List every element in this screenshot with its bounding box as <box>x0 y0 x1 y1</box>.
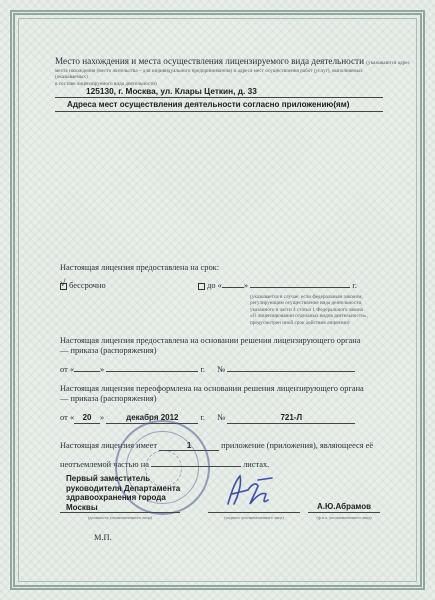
annex-count: 1 <box>159 440 219 451</box>
address-line <box>55 97 383 98</box>
reissue-date: от « 20 » декабря 2012 г. № 721-Л <box>60 413 355 424</box>
signature-scribble <box>222 470 282 512</box>
annex-line1: Настоящая лицензия имеет 1 приложение (приложения), являющееся её <box>60 440 374 450</box>
location-heading: Место нахождения и места осуществления лицензируемого вида деятельности (указываются адрес <box>55 56 410 66</box>
reissue-number: 721-Л <box>227 413 355 424</box>
reissue-day: 20 <box>74 413 100 424</box>
until-checkbox[interactable] <box>198 283 205 290</box>
addresses-line <box>55 111 383 112</box>
signature-caption: (подпись уполномоченного лица) <box>224 515 284 520</box>
name-caption: (ф.и.о. уполномоченного лица) <box>316 515 372 520</box>
reissue-text: Настоящая лицензия переоформлена на основании решения лицензирующего органа — приказа (распоряжения) <box>60 384 364 403</box>
location-note: места нахождения (место жительства – для индивидуального предпринимателя) и адреса мест осуществления работ (услуг), выполняемых (оказываемых) в составе лицензируемого вида деятельности) <box>55 68 363 87</box>
term-perpetual: √ бессрочно <box>60 277 106 290</box>
annex-line2: неотъемлемой частью на листах. <box>60 460 270 469</box>
basis-date: от « » г. № <box>60 365 355 375</box>
seal-place-label: М.П. <box>94 533 112 542</box>
term-until: до « » г. <box>198 281 357 291</box>
basis-text: Настоящая лицензия предоставлена на основании решения лицензирующего органа — приказа (распоряжения) <box>60 336 361 355</box>
check-mark-icon: √ <box>60 277 66 289</box>
signature-line <box>208 512 300 513</box>
signer-name: А.Ю.Абрамов <box>317 502 372 511</box>
position-caption: (должность уполномоченного лица) <box>87 515 153 520</box>
signer-position: Первый заместитель руководителя Департамента здравоохранения города Москвы <box>66 474 181 512</box>
term-fine-print: (указывается в случае, если федеральным законом, регулирующим осуществление вида деятельности, указанного в части 4 статьи 1 Федерального закона «О лицензировании отдельных видов деятельности», предусмотрен иной срок действия лицензии) <box>250 294 368 326</box>
address: 125130, г. Москва, ул. Клары Цеткин, д. 33 <box>86 86 257 96</box>
term-label: Настоящая лицензия предоставлена на срок: <box>60 263 220 272</box>
addresses-note: Адреса мест осуществления деятельности согласно приложению(ям) <box>67 100 350 109</box>
name-line <box>308 512 380 513</box>
perpetual-checkbox[interactable] <box>60 277 67 290</box>
reissue-month-year: декабря 2012 <box>106 413 198 424</box>
position-line <box>60 512 180 513</box>
